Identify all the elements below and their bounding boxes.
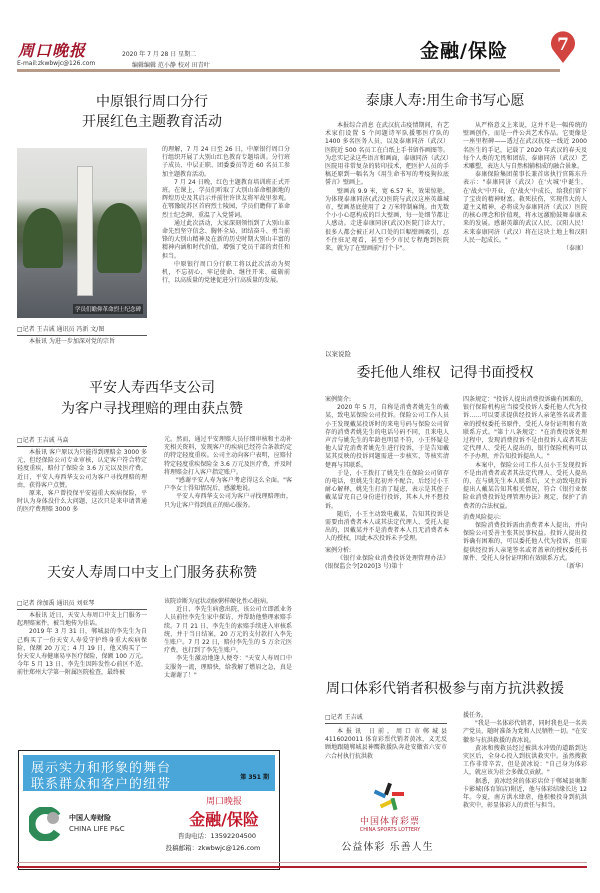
lottery-slogan: 公益体彩 乐善人生 <box>341 842 434 853</box>
zhongyuan-byline: □记者 王吉诚 通讯员 冯新 文/图 <box>17 324 147 336</box>
ad-brand-cn: 中国人寿财险 <box>69 814 111 822</box>
bottom-rule-thin <box>17 862 587 863</box>
weituo-p4: 《银行业保险业消费投诉处理管理办法》(银保监会令[2020]3 号)第十 <box>325 554 449 571</box>
weituo-p6: 本案中，保险公司工作人员小王发现投诉不是由消费者或者其法定代理人、受托人提出的，在与姚先生本人联系后，又主动致电投诉提出人戴某告知其相关情况，符合《银行业保险业消费投诉处理管理办法》规定，保护了消费者的合法权益。 <box>463 461 587 510</box>
china-life-ad <box>18 750 280 870</box>
ad-banner <box>23 755 275 791</box>
sports-lottery-logo-icon <box>372 782 408 812</box>
masthead-email: E-mail:zkwbwjc@126.com <box>17 60 96 67</box>
pingan-byline: □记者 王吉诚 马焱 <box>17 435 147 447</box>
taikang-p3: 从严格意义上来说，这并不是一幅传统的壁画创作，而是一件公共艺术作品。它更像是一座里程碑——透过在武汉抗疫一线近 2000 名医生的手记，记载了 2020 年武汉的春天及每个人类的无畏和团结，泰康同济（武汉）艺术雕塑，表达人与自然相辅相成的融合景象。 <box>463 122 587 171</box>
ticai-byline: □记者 王吉诚 <box>325 712 447 724</box>
ticai-p5: 据悉，黄冰经营的体彩店位于郸城县奥斯卡影城(体育馆店)附近，他与体彩结缘长达 12 年。今夏，南方洪水肆虐，他积极投身到抗洪救灾中，彰显体彩人的责任与担当。 <box>463 777 587 810</box>
ad-slogan-line1: 展示实力和形象的舞台 <box>31 761 172 776</box>
ticai-p4: 黄冰和搜救员经过被洪水冲毁的道路到达灾区后，全身心投入到抗洪救灾中。虽然搜救工作非常辛苦，但是黄冰说："自己身为体彩人，就应该为社会多做点贡献。" <box>463 744 587 777</box>
ad-brand-en: CHINA LIFE P&C <box>69 825 125 833</box>
tianan-byline: □记者 徐加禹 通讯员 刘亚琴 <box>17 598 147 610</box>
zhongyuan-p4: 中原银行周口分行职工将以此次活动为契机，不忘初心、牢记使命、继往开来、砥砺前行，以高质量的党建促进分行高质量的发展。 <box>162 260 290 285</box>
section-title: 金融/保险 <box>420 40 508 62</box>
weituo-p1: 2020 年 5 月，自称是消费者姚先生的戴某，致电某保险公司投诉。保险公司工作人员小王发现戴某投诉时的来电号码与保险公司留存的消费者姚先生的电话号码不同，且来电人声音与姚先生的年龄也明显不符，小王怀疑是他人冒充消费者姚先生进行投诉，于是告知戴某其反映的投诉问题需进一步核实，等核实清楚再与其联系。 <box>325 404 449 469</box>
ticai-p3: "我是一名体彩代销者，同时我也是一名共产党员，随时准备为党和人民牺牲一切。"在安徽参与抗洪救援的黄冰说。 <box>463 720 587 744</box>
ad-phone: 咨询电话：13592204500 <box>178 832 256 840</box>
weituo-p5: 四条规定："投诉人提出消费投诉确有困难的，银行保险机构应当接受投诉人委托他人代为投诉……可以要求提供经投诉人亲笔签名或者盖章的授权委托书原件，受托人身份证明和有效联系方式。"第十八条规定："在消费投诉处理过程中，发现消费投诉不是由投诉人或者其法定代理人、受托人提出的，银行保险机构可以不予办理，并告知投诉提出人。" <box>463 396 587 461</box>
pingan-p1: 本报讯 客户原以为只能得到理赔金 3000 多元，但经保险公司专业审核，认定客户符合特定轻度重疾，赔付了保险金 3.6 万元以及医疗费。近日，平安人寿西华支公司为客户寻找理赔的理由，获得客户点赞。 <box>17 449 147 489</box>
zhongyuan-p2: 7 月 24 日晚，红色主题教育培训班正式开班。在课上，学员们听取了大别山革命根据地的辉煌历史及其启示并前往许世友将军故里参观。在鄂豫皖苏区首府烈士陵园，学员们瞻仰了革命烈士纪念碑，重温了入党誓词。 <box>162 178 290 219</box>
tips-label: 消费风险提示: <box>463 513 502 521</box>
pingan-p5: 平安人寿西华支公司为客户寻找理赔理由，只为让客户得到真正的贴心服务。 <box>164 493 292 509</box>
zhongyuan-p3: 通过此次活动，大家深刻领悟到了大别山革命先烈坚守信念、胸怀全局、团结奋斗、勇当前锋的大别山精神及在新的历史时期大别山丰富的精神内涵和时代价值，增强了党员干部的责任和担当。 <box>162 219 290 260</box>
taikang-col1 <box>325 122 449 253</box>
pingan-title-line1: 平安人寿西华支公司 <box>89 380 215 396</box>
weituo-p3: 随后，小王主动致电戴某，告知其投诉是需要由消费者本人或其法定代理人、受托人提出的，因戴某并不是消费者本人且无消费者本人的授权，因此本次投诉未予受理。 <box>325 510 449 543</box>
ticai-p1: 本报讯 日前，周口市郸城县 4116020011 体育彩票代销者黄冰，义无反顾地跟随郸城县神鹰救援队奔赴安徽省六安市六合村执行抗洪救 <box>325 728 447 760</box>
zhongyuan-p1: 的理解，7 月 24 日至 26 日，中原银行周口分行组织开展了大别山红色教育专题培训。分行班子成员、中层正职、团委委员等近 60 名员工参加主题教育活动。 <box>162 146 290 178</box>
photo-caption: 学员们瞻仰革命烈士纪念碑 <box>73 304 143 314</box>
bottom-rule <box>17 866 587 868</box>
ad-column-name: 金融/保险 <box>189 810 259 829</box>
masthead-rule <box>17 69 560 72</box>
tianan-col2 <box>164 598 292 680</box>
ad-slogan-line2: 联系群众和客户的纽带 <box>31 777 172 792</box>
taikang-source: （泰康） <box>562 245 587 253</box>
zhongyuan-col2 <box>162 146 290 285</box>
ad-issue-number: 第 351 期 <box>240 774 269 781</box>
tianan-col1 <box>17 612 147 678</box>
taikang-p4: 泰康保险集团董事长兼首席执行官陈东升表示："泰康同济（武汉）在'火城'中诞生，在'战火'中开业，在'战火'中成长，给我们留下了宝贵的精神财富。救死扶伤，实现伟大的人道主义精神，必将成为泰康同济（武汉）医院的核心理念和价值观，将永远激励鼓舞泰康未来的发展。感谢英雄的武汉人民、汉阳人民！未来泰康同济（武汉）将在这块土地上和汉阳人民一起成长。" <box>463 171 587 244</box>
pingan-col1 <box>17 449 147 515</box>
tianan-title: 天安人寿周口中支上门服务获称赞 <box>47 565 257 581</box>
lottery-logo-en: CHINA SPORTS LOTTERY <box>359 827 421 833</box>
taikang-p1: 本报综合消息 在武汉抗击疫情期间，有艺术家们设置 5 个问题诗军队援鄂医疗队的 1400 多名医务人员，以及泰康同济（武汉）医院近 500 名员工在白纸上手书留作画图等。为忠实记录这些语言和画面，泰康同济（武汉）医院用非常复杂的转印技术，把医护人员的手稿还原到一幅名为《用生命书写的考疫狗拉底誓言》壁画上。 <box>325 122 449 187</box>
weituo-col1 <box>325 396 449 571</box>
case-label: 案例简介: <box>325 396 352 403</box>
ticai-title: 周口体彩代销者积极参与南方抗洪救援 <box>326 681 564 697</box>
china-life-logo-icon <box>29 807 63 841</box>
zhongyuan-title-line2: 开展红色主题教育活动 <box>82 114 222 130</box>
taikang-col2 <box>463 122 587 253</box>
tianan-p1: 本报讯 近日，天安人寿周口中支上门服务一起理赔案件，被当地传为佳话。 <box>17 612 147 628</box>
pingan-p3: 元。然而，通过平安理赔人员仔细审核和主动补充相关资料，发现客户的疾病已经符合条款约定的特定轻度重疾。公司主动向客户表明，应赔付特定轻度重疾保险金 3.6 万元及医疗费，并及时将理赔金打入客户指定账户。 <box>164 436 292 476</box>
weituo-p2: 于是，小王拨打了姚先生在保险公司留存的电话，但姚先生起初并不配合，后经过小王耐心解释，姚先生打消了疑虑，表示是其侄子戴某冒充自己身份进行投诉，其本人并不想投诉。 <box>325 469 449 510</box>
ad-email: 投稿邮箱：zkwbwjc@126.com <box>165 844 261 852</box>
lottery-logo-cn: 中国体育彩票 <box>359 817 420 827</box>
zhongyuan-col1: 本报讯 为进一步加深对党的宗旨 <box>29 338 115 345</box>
page-number: 7 <box>557 35 569 55</box>
page-number-badge <box>549 30 577 64</box>
tianan-p2: 2019 年 3 月 31 日，郸城县的李先生为自己购买了一份天安人寿爱守护终身重大疾病保险，保额 20 万元；4 月 19 日，他又购买了一份天安人寿健康易享医疗保险，保额 100 万元。今年 5 月 13 日，李先生因阵发性心前区不适，前往郑州大学第一附属医院检查，最终被 <box>17 628 147 677</box>
weituo-kicker: 以案说险 <box>325 350 351 358</box>
tianan-p3: 该院诊断为冠状动脉粥样硬化性心脏病。 <box>164 598 273 605</box>
taikang-p2: 壁画高 9.9 米，宽 6.57 米，效果惊艳。为体现泰康同济(武汉)医院与武汉这座英雄城市，壁画基底使用了 2 万米特制麻绳。由无数个小小心愿构成的巨大壁画，每一处细节都让人感动。走进泰康同济(武汉)医院门诊大厅，很多人都会被正对入口处的巨幅壁画吸引，忍不住驻足观看，甚至不少市民专程跑到医院来，就为了在壁画前"打个卡"。 <box>325 187 449 253</box>
pingan-title <box>17 378 287 420</box>
monument <box>77 166 93 296</box>
zhongyuan-photo <box>17 148 147 318</box>
pingan-col2 <box>164 436 292 510</box>
analysis-label: 案例分析: <box>325 546 352 554</box>
masthead-staff: 编辑编辑 范小静 校对 田青叶 <box>132 62 210 69</box>
tianan-p4: 近日，李先生病愈出院，该公司立即派业务人员前往李先生家中探访，并帮助他整理索赔手续。7 月 21 日，李先生的索赔手续进入审核系统，并于当日结案，20 万元的支付款打入李先生账户。7 月 22 日，赔付李先生的 5 万余元医疗费，也打到了李先生账户。 <box>164 606 292 655</box>
newspaper-logo: 周口晚报 <box>18 41 87 60</box>
weituo-title: 委托他人维权 记得书面授权 <box>356 365 534 381</box>
issue-date: 2020 年 7 月 28 日 星期二 <box>122 51 197 58</box>
weituo-col2 <box>463 396 587 571</box>
ticai-col2 <box>463 712 587 810</box>
tianan-p5: 李先生激动地逢人便夸："天安人寿周口中支服务一流，理赔快，给我解了燃眉之急，真是太谢谢了！" <box>164 655 292 679</box>
zhongyuan-title-line1: 中原银行周口分行 <box>96 94 208 110</box>
ticai-p2: 援任务。 <box>463 712 488 719</box>
weituo-source: （新华） <box>562 563 587 571</box>
pingan-title-line2: 为客户寻找理赔的理由获点赞 <box>61 401 243 417</box>
taikang-title: 泰康人寿:用生命书写心愿 <box>365 93 525 109</box>
pingan-p4: "感谢平安人寿为客户考虑得这么全面。"客户李女士得知情况后，感激地说。 <box>164 477 292 493</box>
zhongyuan-title <box>17 92 287 132</box>
ad-paper-name: 周口晚报 <box>205 797 242 807</box>
weituo-tips: 保险消费投诉需由消费者本人提出，并向保险公司妥善主张其民事权益。投诉人提出投诉确有困难的，可以委托他人代为投诉，但需提供经投诉人亲笔签名或者盖章的授权委托书原件、受托人身份证明和有效联系方式。 <box>463 522 587 562</box>
pingan-p2: 原来，客户曾投保平安福重大疾病保险，平时认为身体没什么大问题，这次只是来申请普通的医疗费理赔 3000 多 <box>17 490 147 514</box>
